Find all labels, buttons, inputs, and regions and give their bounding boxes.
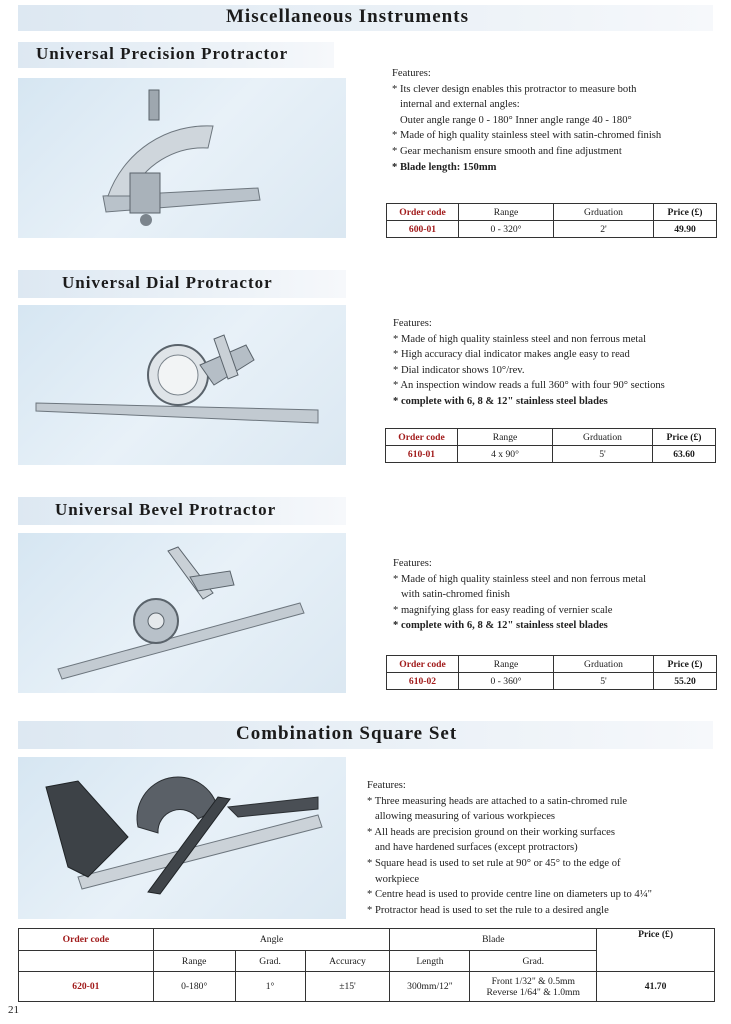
table-cell: 2': [554, 221, 654, 238]
spec-table-precision: [386, 203, 717, 238]
feature-line: * magnifying glass for easy reading of vernier scale: [393, 604, 613, 616]
page-number: 21: [8, 1004, 19, 1016]
section-title-combination: Combination Square Set: [236, 723, 458, 744]
table-subheader: Length: [390, 951, 470, 972]
table-cell: 55.20: [654, 673, 717, 690]
photo-combination-square: [18, 757, 346, 919]
table-cell: 0 - 360°: [459, 673, 554, 690]
blade-grad-line: Reverse 1/64" & 1.0mm: [486, 986, 580, 998]
blade-grad-line: Front 1/32" & 0.5mm: [491, 975, 575, 987]
section-title-precision: Universal Precision Protractor: [36, 44, 289, 63]
feature-line: * Dial indicator shows 10°/rev.: [393, 364, 525, 376]
photo-precision-protractor: [18, 78, 346, 238]
table-header: Order code: [386, 429, 458, 446]
bevel-protractor-icon: [18, 533, 346, 693]
table-header: Grduation: [553, 429, 653, 446]
features-heading: Features:: [367, 780, 406, 791]
feature-line: * Made of high quality stainless steel and non ferrous metal: [393, 573, 647, 585]
features-heading: Features:: [393, 318, 432, 329]
table-cell: 0-180°: [153, 972, 235, 1002]
table-subheader: Grad.: [470, 951, 597, 972]
table-header: Grduation: [554, 204, 654, 221]
features-bevel: [393, 556, 723, 634]
features-precision: [392, 66, 722, 175]
feature-line: with satin-chromed finish: [401, 589, 510, 601]
table-header: Price (£): [654, 204, 717, 221]
precision-protractor-icon: [18, 78, 346, 238]
table-cell: 41.70: [597, 972, 715, 1002]
table-cell: 5': [553, 446, 653, 463]
table-subheader: Range: [153, 951, 235, 972]
feature-line: workpiece: [375, 873, 420, 885]
spec-table-combination: [18, 928, 715, 1002]
table-cell: ±15': [305, 972, 390, 1002]
feature-line: Outer angle range 0 - 180° Inner angle range 40 - 180°: [400, 114, 632, 126]
table-subheader: Accuracy: [305, 951, 390, 972]
table-header: Order code: [19, 929, 154, 951]
table-header: Range: [459, 204, 554, 221]
section-title-bevel: Universal Bevel Protractor: [55, 500, 277, 519]
features-heading: Features:: [392, 68, 431, 79]
feature-line: * Made of high quality stainless steel and non ferrous metal: [393, 333, 647, 345]
feature-line-bold: * complete with 6, 8 & 12" stainless steel blades: [393, 620, 608, 632]
feature-line: * Protractor head is used to set the rule to a desired angle: [367, 904, 609, 916]
table-header: Order code: [387, 656, 459, 673]
table-header-blank: [19, 951, 154, 972]
feature-line: * Gear mechanism ensure smooth and fine adjustment: [392, 145, 622, 157]
table-cell: 610-01: [386, 446, 458, 463]
feature-line: allowing measuring of various workpieces: [375, 811, 556, 823]
feature-line: * Three measuring heads are attached to a satin-chromed rule: [367, 795, 628, 807]
table-cell: 1°: [235, 972, 305, 1002]
table-cell: 300mm/12": [390, 972, 470, 1002]
feature-line: * Made of high quality stainless steel with satin-chromed finish: [392, 130, 662, 142]
feature-line: * Square head is used to set rule at 90° or 45° to the edge of: [367, 857, 621, 869]
feature-line-bold: * Blade length: 150mm: [392, 161, 497, 173]
table-header: Range: [458, 429, 553, 446]
table-header: Order code: [387, 204, 459, 221]
table-cell: 620-01: [19, 972, 154, 1002]
feature-line: * All heads are precision ground on their working surfaces: [367, 826, 616, 838]
feature-line: and have hardened surfaces (except protractors): [375, 842, 578, 854]
features-heading: Features:: [393, 558, 432, 569]
combination-square-icon: [18, 757, 346, 919]
table-subheader: Grad.: [235, 951, 305, 972]
table-cell-blade-grad: [470, 972, 597, 1002]
table-cell: 610-02: [387, 673, 459, 690]
feature-line: * High accuracy dial indicator makes angle easy to read: [393, 349, 630, 361]
table-cell: 600-01: [387, 221, 459, 238]
photo-bevel-protractor: [18, 533, 346, 693]
feature-line: * Centre head is used to provide centre line on diameters up to 4¼": [367, 889, 652, 901]
table-header: Blade: [390, 929, 597, 951]
photo-dial-protractor: [18, 305, 346, 465]
table-cell: 0 - 320°: [459, 221, 554, 238]
table-header: Price (£): [597, 929, 715, 972]
feature-line: * An inspection window reads a full 360° with four 90° sections: [393, 380, 665, 392]
dial-protractor-icon: [18, 305, 346, 465]
feature-line: internal and external angles:: [400, 99, 520, 111]
table-header: Range: [459, 656, 554, 673]
features-dial: [393, 316, 723, 410]
table-header: Price (£): [654, 656, 717, 673]
feature-line: * Its clever design enables this protractor to measure both: [392, 83, 637, 95]
page-title: Miscellaneous Instruments: [226, 6, 469, 27]
table-header: Price (£): [653, 429, 716, 446]
table-cell: 63.60: [653, 446, 716, 463]
table-cell: 5': [554, 673, 654, 690]
table-cell: 4 x 90°: [458, 446, 553, 463]
spec-table-bevel: [386, 655, 717, 690]
section-title-dial: Universal Dial Protractor: [62, 273, 273, 292]
table-cell: 49.90: [654, 221, 717, 238]
table-header: Grduation: [554, 656, 654, 673]
table-header: Angle: [153, 929, 390, 951]
features-combination: [367, 778, 723, 918]
feature-line-bold: * complete with 6, 8 & 12" stainless steel blades: [393, 395, 608, 407]
spec-table-dial: [385, 428, 716, 463]
